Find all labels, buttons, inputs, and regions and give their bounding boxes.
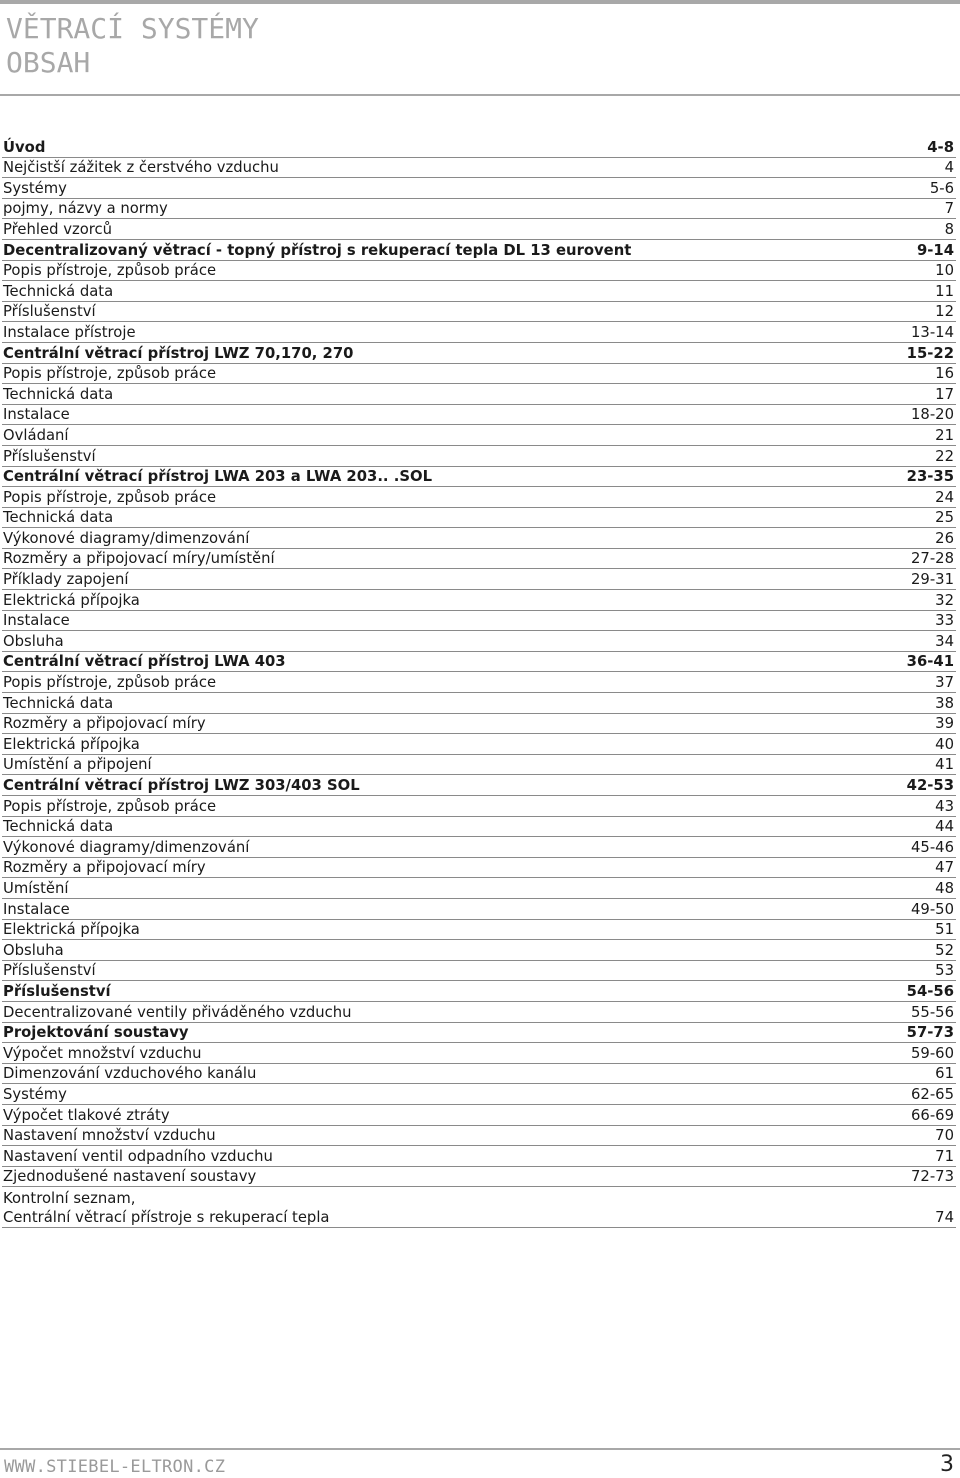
- toc-entry-page: 51: [935, 921, 954, 939]
- toc-entry-page: 17: [935, 385, 954, 403]
- toc-entry-row[interactable]: [2, 549, 956, 570]
- toc-entry-row[interactable]: [2, 508, 956, 529]
- toc-section-row[interactable]: [2, 137, 956, 158]
- toc-entry-page: 29-31: [911, 571, 954, 589]
- toc-entry-page: 72-73: [911, 1168, 954, 1186]
- toc-entry-page: 13-14: [911, 323, 954, 341]
- toc-entry-label: pojmy, názvy a normy: [3, 200, 168, 218]
- toc-entry-row[interactable]: [2, 693, 956, 714]
- toc-entry-label: Nejčistší zážitek z čerstvého vzduchu: [3, 159, 279, 177]
- toc-entry-row[interactable]: [2, 487, 956, 508]
- toc-entry-label: Výkonové diagramy/dimenzování: [3, 529, 250, 547]
- page-title: [6, 12, 259, 80]
- toc-entry-page: 36-41: [906, 653, 954, 671]
- toc-entry-label: Výpočet množství vzduchu: [3, 1044, 202, 1062]
- top-rule: [0, 0, 960, 4]
- toc-entry-label: Technická data: [3, 694, 114, 712]
- toc-section-row[interactable]: [2, 652, 956, 673]
- table-of-contents: [2, 137, 956, 1228]
- toc-entry-page: 32: [935, 591, 954, 609]
- toc-section-row[interactable]: [2, 343, 956, 364]
- toc-entry-page: 18-20: [911, 406, 954, 424]
- toc-entry-label: Instalace přístroje: [3, 323, 136, 341]
- toc-entry-page: 7: [944, 200, 954, 218]
- toc-entry-row[interactable]: [2, 1208, 956, 1229]
- toc-entry-label: Instalace: [3, 900, 70, 918]
- toc-entry-row[interactable]: [2, 384, 956, 405]
- toc-entry-label: Centrální větrací přístroj LWZ 303/403 SOL: [3, 777, 360, 794]
- toc-entry-row[interactable]: [2, 1167, 956, 1188]
- toc-entry-row[interactable]: [2, 405, 956, 426]
- toc-entry-row[interactable]: [2, 611, 956, 632]
- toc-entry-page: 71: [935, 1147, 954, 1165]
- toc-entry-row[interactable]: [2, 569, 956, 590]
- toc-entry-page: 43: [935, 797, 954, 815]
- toc-entry-page: 16: [935, 365, 954, 383]
- toc-entry-page: 59-60: [911, 1044, 954, 1062]
- toc-entry-label: Centrální větrací přístroj LWZ 70,170, 270: [3, 344, 354, 362]
- toc-entry-row[interactable]: [2, 1146, 956, 1167]
- toc-entry-label: Projektování soustavy: [3, 1024, 189, 1042]
- toc-entry-page: 15-22: [906, 344, 954, 362]
- toc-entry-page: 23-35: [906, 468, 954, 486]
- toc-entry-label: Umístění a připojení: [3, 756, 152, 774]
- toc-entry-label: Výpočet tlakové ztráty: [3, 1106, 170, 1124]
- toc-entry-row[interactable]: [2, 364, 956, 385]
- title-line-1: VĚTRACÍ SYSTÉMY: [6, 12, 259, 45]
- toc-entry-label: Umístění: [3, 879, 69, 897]
- toc-entry-page: 12: [935, 303, 954, 321]
- toc-entry-row[interactable]: [2, 158, 956, 179]
- toc-entry-row[interactable]: [2, 961, 956, 982]
- toc-entry-row[interactable]: [2, 281, 956, 302]
- toc-entry-page: 24: [935, 488, 954, 506]
- footer-url[interactable]: WWW.STIEBEL-ELTRON.CZ: [4, 1457, 226, 1477]
- toc-entry-label: Příslušenství: [3, 303, 96, 321]
- toc-entry-row[interactable]: [2, 920, 956, 941]
- toc-entry-row[interactable]: [2, 899, 956, 920]
- toc-entry-page: 48: [935, 879, 954, 897]
- toc-entry-page: 62-65: [911, 1085, 954, 1103]
- toc-entry-label: Technická data: [3, 385, 114, 403]
- toc-entry-row[interactable]: [2, 302, 956, 323]
- toc-entry-page: 47: [935, 859, 954, 877]
- toc-entry-page: 44: [935, 818, 954, 836]
- toc-entry-label: Nastavení množství vzduchu: [3, 1127, 216, 1145]
- toc-entry-page: 70: [935, 1127, 954, 1145]
- toc-entry-page: 39: [935, 715, 954, 733]
- toc-entry-label: Obsluha: [3, 941, 64, 959]
- toc-entry-page: 42-53: [906, 777, 954, 794]
- toc-entry-label: Centrální větrací přístroj LWA 203 a LWA 203.. .SOL: [3, 468, 432, 486]
- toc-entry-page: 8: [944, 220, 954, 238]
- toc-entry-label: Úvod: [3, 138, 46, 156]
- toc-entry-row[interactable]: [2, 672, 956, 693]
- toc-entry-label: Popis přístroje, způsob práce: [3, 262, 217, 280]
- toc-section-row[interactable]: [2, 1023, 956, 1044]
- toc-entry-label: Elektrická přípojka: [3, 921, 140, 939]
- toc-entry-label: Nastavení ventil odpadního vzduchu: [3, 1147, 273, 1165]
- toc-entry-row[interactable]: [2, 796, 956, 817]
- toc-entry-page: 21: [935, 426, 954, 444]
- toc-entry-page: 22: [935, 447, 954, 465]
- toc-entry-row[interactable]: [2, 1187, 956, 1208]
- toc-entry-page: 54-56: [906, 982, 954, 1000]
- toc-entry-page: 53: [935, 962, 954, 980]
- toc-entry-label: Decentralizované ventily přiváděného vzduchu: [3, 1003, 352, 1021]
- toc-entry-label: Systémy: [3, 1085, 67, 1103]
- toc-entry-page: 37: [935, 674, 954, 692]
- toc-entry-page: 5-6: [929, 179, 954, 197]
- toc-entry-label: Rozměry a připojovací míry/umístění: [3, 550, 275, 568]
- toc-entry-page: 9-14: [916, 241, 954, 259]
- footer-rule: [0, 1448, 960, 1450]
- toc-entry-label: Rozměry a připojovací míry: [3, 859, 206, 877]
- toc-entry-page: 52: [935, 941, 954, 959]
- toc-entry-page: 11: [935, 282, 954, 300]
- toc-entry-label: Technická data: [3, 509, 114, 527]
- toc-entry-row[interactable]: [2, 1126, 956, 1147]
- toc-entry-row[interactable]: [2, 528, 956, 549]
- toc-entry-row[interactable]: [2, 1002, 956, 1023]
- toc-entry-label: Obsluha: [3, 632, 64, 650]
- toc-entry-label: Technická data: [3, 282, 114, 300]
- toc-entry-row[interactable]: [2, 425, 956, 446]
- toc-entry-page: 27-28: [911, 550, 954, 568]
- toc-entry-row[interactable]: [2, 631, 956, 652]
- toc-entry-label: Ovládaní: [3, 426, 69, 444]
- toc-entry-row[interactable]: [2, 1105, 956, 1126]
- toc-entry-page: 49-50: [911, 900, 954, 918]
- toc-entry-page: 34: [935, 632, 954, 650]
- toc-entry-label: Přehled vzorců: [3, 220, 113, 238]
- toc-entry-page: 26: [935, 529, 954, 547]
- title-line-2: OBSAH: [6, 46, 91, 79]
- toc-entry-row[interactable]: [2, 1064, 956, 1085]
- toc-entry-row[interactable]: [2, 940, 956, 961]
- toc-entry-page: 33: [935, 612, 954, 630]
- toc-entry-label: Příslušenství: [3, 982, 111, 1000]
- toc-section-row[interactable]: [2, 467, 956, 488]
- toc-entry-label: Elektrická přípojka: [3, 735, 140, 753]
- toc-entry-row[interactable]: [2, 322, 956, 343]
- toc-entry-page: 57-73: [906, 1024, 954, 1042]
- toc-entry-row[interactable]: [2, 261, 956, 282]
- toc-entry-page: 4: [944, 159, 954, 177]
- toc-entry-label: Decentralizovaný větrací - topný přístroj s rekuperací tepla DL 13 eurovent: [3, 241, 632, 259]
- toc-entry-page: 40: [935, 735, 954, 753]
- toc-entry-row[interactable]: [2, 1084, 956, 1105]
- toc-entry-row[interactable]: [2, 178, 956, 199]
- toc-entry-label: Zjednodušené nastavení soustavy: [3, 1168, 257, 1186]
- toc-section-row[interactable]: [2, 775, 956, 796]
- toc-entry-label: Systémy: [3, 179, 67, 197]
- toc-entry-row[interactable]: [2, 858, 956, 879]
- toc-entry-page: 74: [935, 1209, 954, 1227]
- toc-entry-row[interactable]: [2, 446, 956, 467]
- toc-entry-page: 66-69: [911, 1106, 954, 1124]
- toc-entry-row[interactable]: [2, 817, 956, 838]
- toc-entry-page: 61: [935, 1065, 954, 1083]
- toc-entry-label: Centrální větrací přístroje s rekuperací tepla: [3, 1209, 330, 1227]
- toc-entry-label: Instalace: [3, 406, 70, 424]
- toc-entry-page: 25: [935, 509, 954, 527]
- toc-entry-label: Kontrolní seznam,: [3, 1189, 136, 1207]
- toc-entry-label: Elektrická přípojka: [3, 591, 140, 609]
- toc-entry-label: Popis přístroje, způsob práce: [3, 797, 217, 815]
- toc-entry-row[interactable]: [2, 755, 956, 776]
- toc-entry-row[interactable]: [2, 1043, 956, 1064]
- toc-entry-label: Instalace: [3, 612, 70, 630]
- title-rule: [0, 94, 960, 96]
- toc-entry-page: 10: [935, 262, 954, 280]
- toc-entry-label: Technická data: [3, 818, 114, 836]
- toc-entry-label: Popis přístroje, způsob práce: [3, 488, 217, 506]
- toc-entry-row[interactable]: [2, 878, 956, 899]
- toc-section-row[interactable]: [2, 240, 956, 261]
- toc-entry-row[interactable]: [2, 714, 956, 735]
- toc-section-row[interactable]: [2, 981, 956, 1002]
- toc-entry-page: 4-8: [927, 138, 954, 156]
- toc-entry-label: Popis přístroje, způsob práce: [3, 365, 217, 383]
- page-number: 3: [940, 1452, 954, 1477]
- toc-entry-label: Rozměry a připojovací míry: [3, 715, 206, 733]
- toc-entry-row[interactable]: [2, 219, 956, 240]
- toc-entry-label: Dimenzování vzduchového kanálu: [3, 1065, 257, 1083]
- toc-entry-label: Příklady zapojení: [3, 571, 129, 589]
- toc-entry-page: 55-56: [911, 1003, 954, 1021]
- toc-entry-label: Výkonové diagramy/dimenzování: [3, 838, 250, 856]
- toc-entry-row[interactable]: [2, 837, 956, 858]
- toc-entry-row[interactable]: [2, 590, 956, 611]
- toc-entry-label: Centrální větrací přístroj LWA 403: [3, 653, 286, 671]
- toc-entry-page: 38: [935, 694, 954, 712]
- toc-entry-row[interactable]: [2, 734, 956, 755]
- toc-entry-label: Příslušenství: [3, 962, 96, 980]
- toc-entry-label: Příslušenství: [3, 447, 96, 465]
- toc-entry-page: 45-46: [911, 838, 954, 856]
- toc-entry-page: 41: [935, 756, 954, 774]
- toc-entry-row[interactable]: [2, 199, 956, 220]
- toc-entry-label: Popis přístroje, způsob práce: [3, 674, 217, 692]
